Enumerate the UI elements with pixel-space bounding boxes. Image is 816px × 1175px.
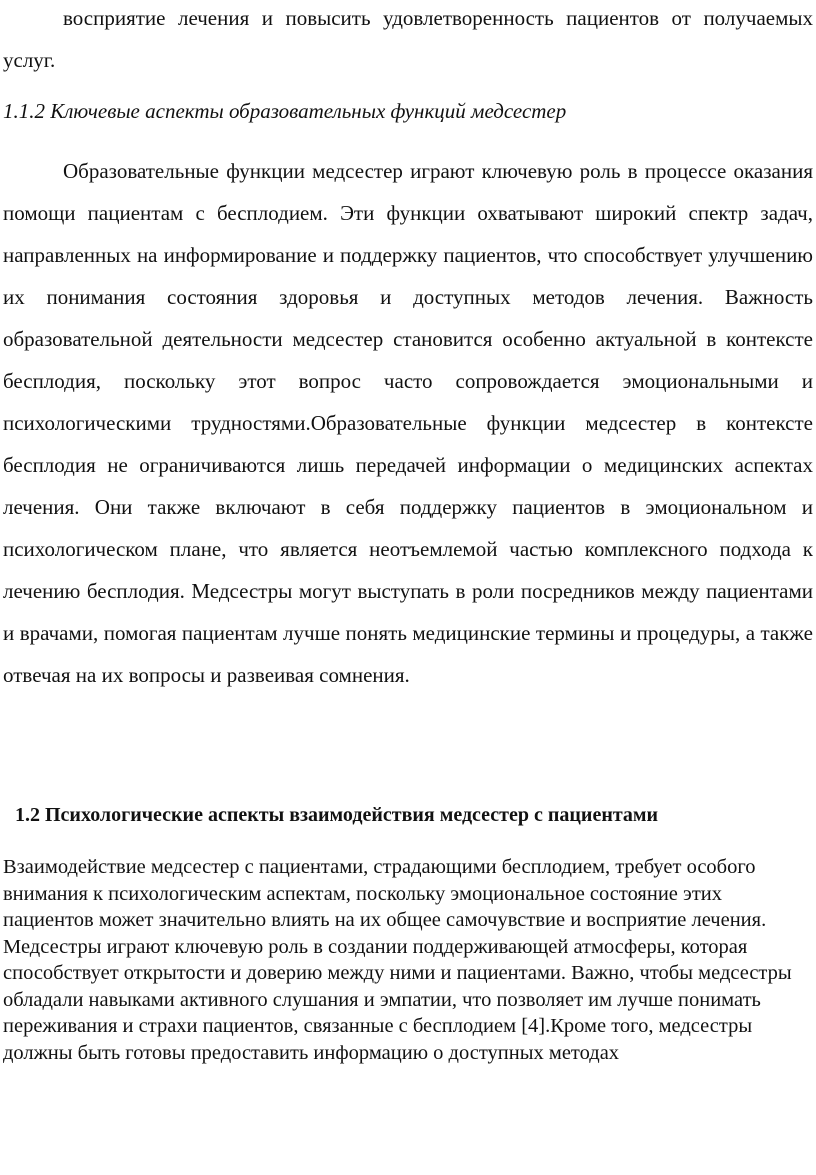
section-heading: 1.2 Психологические аспекты взаимодействия медсестер с пациентами bbox=[15, 804, 659, 826]
section-paragraph: Взаимодействие медсестер с пациентами, страдающими бесплодием, требует особого внимания к психологическим аспектам, поскольку эмоциональное состояние этих пациентов может значительно влиять на их общее самочувствие и восприятие лечения. Медсестры играют ключевую роль в создании поддерживающей атмосферы, которая способствует открытости и доверию между ними и пациентами. Важно, чтобы медсестры обладали навыками активного слушания и эмпатии, что позволяет им лучше понимать переживания и страхи пациентов, связанные с бесплодием [4].Кроме того, медсестры должны быть готовы предоставить информацию о доступных методах bbox=[3, 856, 792, 1064]
subsection-heading: 1.1.2 Ключевые аспекты образовательных функций медсестер bbox=[3, 99, 567, 123]
continuation-paragraph: восприятие лечения и повысить удовлетворенность пациентов от получаемых услуг. bbox=[3, 6, 813, 72]
main-paragraph: Образовательные функции медсестер играют ключевую роль в процессе оказания помощи пациентам с бесплодием. Эти функции охватывают широкий спектр задач, направленных на информирование и поддержку пациентов, что способствует улучшению их понимания состояния здоровья и доступных методов лечения. Важность образовательной деятельности медсестер становится особенно актуальной в контексте бесплодия, поскольку этот вопрос часто сопровождается эмоциональными и психологическими трудностями.Образовательные функции медсестер в контексте бесплодия не ограничиваются лишь передачей информации о медицинских аспектах лечения. Они также включают в себя поддержку пациентов в эмоциональном и психологическом плане, что является неотъемлемой частью комплексного подхода к лечению бесплодия. Медсестры могут выступать в роли посредников между пациентами и врачами, помогая пациентам лучше понять медицинские термины и процедуры, а также отвечая на их вопросы и развеивая сомнения. bbox=[3, 159, 813, 687]
